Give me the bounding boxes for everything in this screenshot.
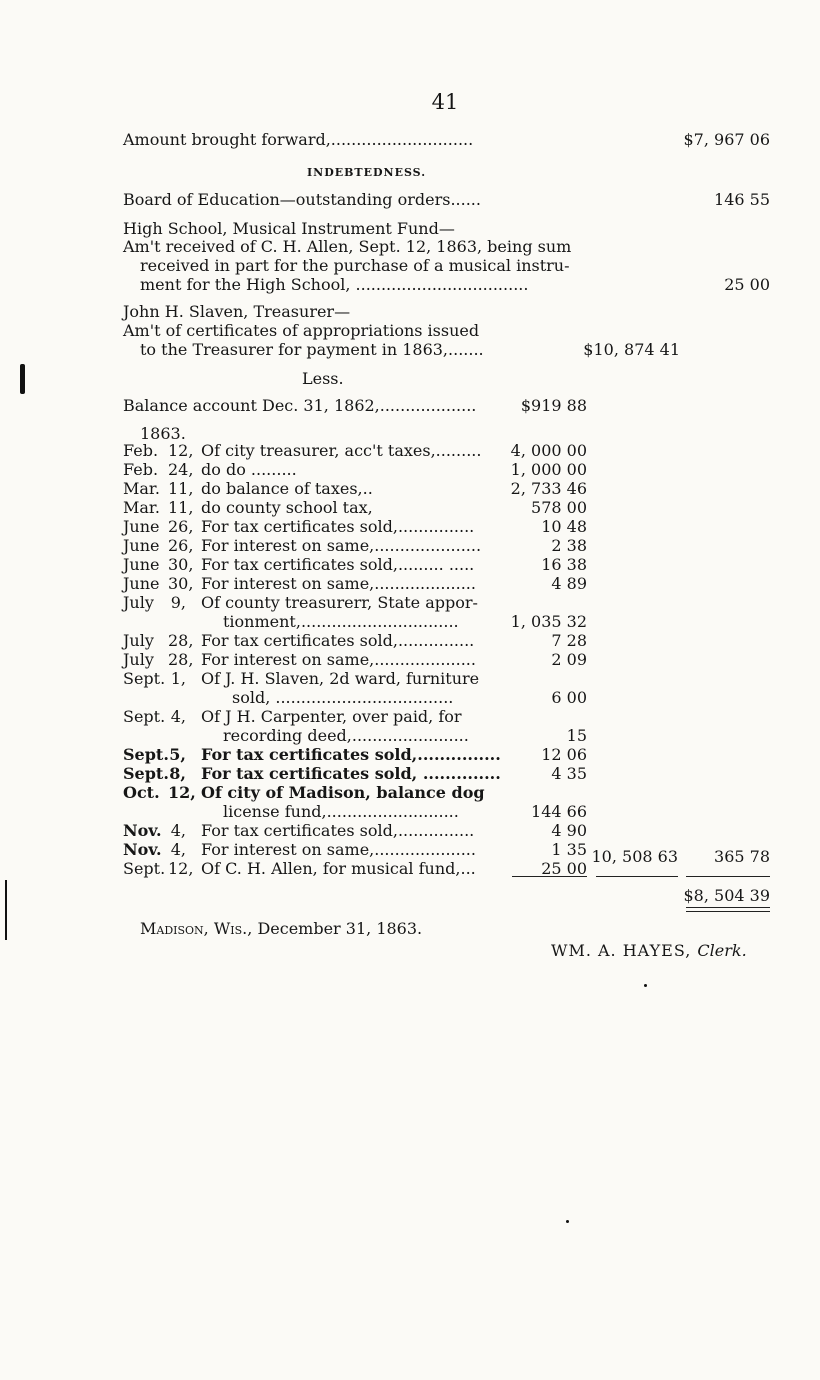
receipts-total: 10, 508 63 — [591, 847, 678, 866]
treasurer-line-2: to the Treasurer for payment in 1863,....... — [140, 340, 484, 359]
scan-mark — [644, 984, 647, 987]
place-date — [140, 919, 422, 938]
rule-2 — [596, 876, 678, 877]
double-rule-top — [686, 907, 770, 908]
balance-amount: $919 88 — [520, 396, 587, 415]
treasurer-line-1: Am't of certificates of appropriations issued — [123, 321, 480, 340]
page: 41 Amount brought forward,............................ $7, 967 06 INDEBTEDNESS. Board of Education—outstanding orders...... 146 55 High School, Musical Instrument Fund— Am't received of C. H. Allen, Sept. 12, 1863, being sum received in part for the purchase of a musical instru- ment for the High School, .................................. 25 00 John H. Slaven, Treasurer— Am't of certificates of appropriations issued to the Treasurer for payment in 1863,....... $10, 874 41 Less. Balance account Dec. 31, 1862,................... $919 88 1863. Feb. 12, Of city treasurer, acc't taxes,......... 4, 000 00 Feb. 24, do do ......... 1, 000 00 Mar. 11, do balance of taxes,.. 2, 733 46 Mar. 11, do county school tax, 578 00 June 26, For tax certificates sold,............... 10 48 June 26, For interest on same,..................... 2 38 June 30, For tax certificates sold,......... ..... 16 38 June 30, For interest on same,.................... 4 89 July 9, Of county treasurerr, State appor- tionment,............................... 1, 035 32 July 28, For tax certificates sold,............... 7 28 July 28, For interest on same,.................... 2 09 Sept. 1, Of J. H. Slaven, 2d ward, furniture sold, ................................... 6 00 Sept. 4, Of J H. Carpenter, over paid, for recording deed,....................... 15 Sept. 5, For tax certificates sold,............... 12 06 Sept. 8, For tax certificates sold, .............. 4 35 Oct. 12, Of city of Madison, balance dog license fund,.......................... 144 66 Nov. 4, For tax certificates sold,............... 4 90 Nov. 4, For interest on same,.................... 1 35 Sept. 12, Of C. H. Allen, for musical fund,... 25 00 10, 508 63 365 78 $8, 504 39 Madison, Wis., December 31, 1863. WM. A. HAYES, Clerk. — [0, 0, 820, 1380]
board-label: Board of Education—outstanding orders...... — [123, 190, 481, 209]
high-school-amount: 25 00 — [724, 275, 770, 294]
signer: WM. A. HAYES, — [551, 941, 692, 960]
year-heading: 1863. — [140, 424, 186, 443]
scan-mark — [20, 364, 25, 394]
brought-forward-amount: $7, 967 06 — [683, 130, 770, 149]
signer-title: Clerk. — [697, 941, 747, 960]
section-heading: INDEBTEDNESS. — [307, 166, 427, 179]
high-school-line-3: ment for the High School, .................................. — [140, 275, 529, 294]
rule-1 — [512, 876, 587, 877]
brought-forward-label: Amount brought forward,............................ — [123, 130, 474, 149]
double-rule-bottom — [686, 911, 770, 912]
rule-3 — [686, 876, 770, 877]
treasurer-heading: John H. Slaven, Treasurer— — [123, 302, 351, 321]
board-amount: 146 55 — [714, 190, 770, 209]
page-number: 41 — [431, 90, 459, 114]
date: December 31, 1863. — [257, 919, 423, 938]
signature — [551, 941, 747, 960]
treasurer-amount: $10, 874 41 — [583, 340, 680, 359]
high-school-line-1: Am't received of C. H. Allen, Sept. 12, 1863, being sum — [123, 237, 572, 256]
less-heading: Less. — [302, 369, 344, 388]
scan-mark — [566, 1220, 569, 1223]
place: Madison, Wis., — [140, 919, 253, 938]
balance-label: Balance account Dec. 31, 1862,................... — [123, 396, 477, 415]
deduction-total: 365 78 — [714, 847, 770, 866]
scan-mark — [5, 880, 7, 940]
high-school-line-2: received in part for the purchase of a musical instru- — [140, 256, 570, 275]
final-balance: $8, 504 39 — [683, 886, 770, 905]
high-school-heading: High School, Musical Instrument Fund— — [123, 219, 455, 238]
